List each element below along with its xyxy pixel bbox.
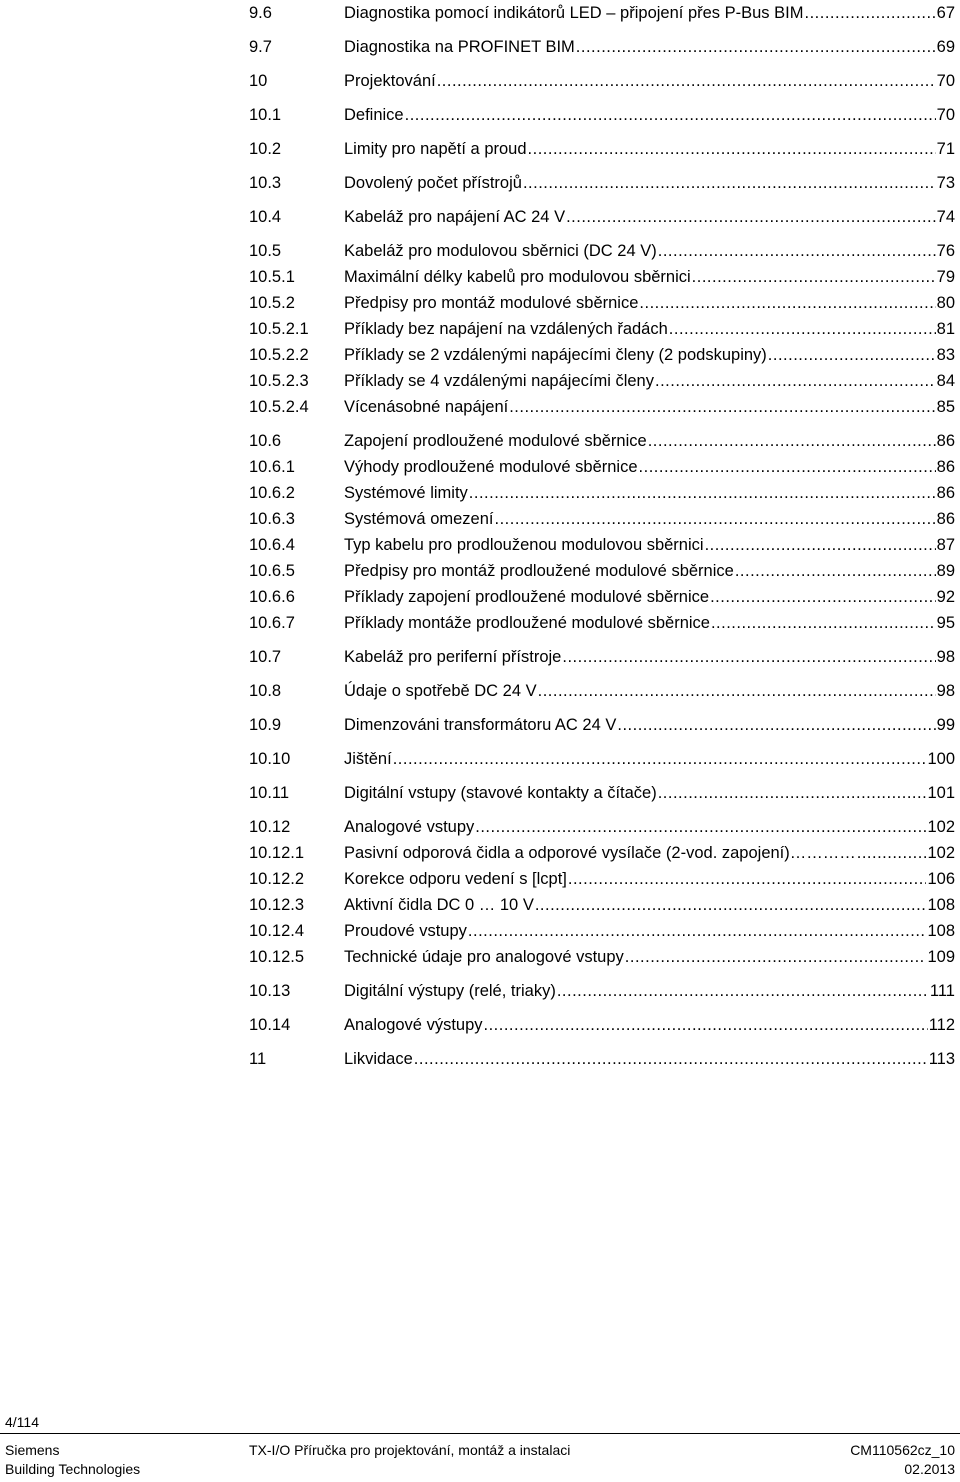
toc-title: Údaje o spotřebě DC 24 V [344,682,537,700]
toc-entry[interactable] [249,610,955,636]
dot-leader [535,892,927,918]
dot-leader [648,428,936,454]
toc-number: 10.7 [249,648,282,666]
toc-page-number: 85 [936,398,955,416]
toc-page-number: 80 [936,294,955,312]
toc-number: 10.2 [249,140,282,158]
dot-leader [735,558,936,584]
toc-page-number: 87 [936,536,955,554]
dot-leader [405,102,936,128]
toc-title: Předpisy pro montáž prodloužené modulové sběrnice [344,562,734,580]
toc-number: 10.6.6 [249,588,295,606]
toc-page-number: 111 [929,982,955,1000]
toc-title: Předpisy pro montáž modulové sběrnice [344,294,639,312]
toc-title: Digitální vstupy (stavové kontakty a čítače) [344,784,657,802]
dot-leader [639,454,936,480]
toc-number: 10.3 [249,174,282,192]
toc-title: Limity pro napětí a proud [344,140,527,158]
toc-number: 10.5.1 [249,268,295,286]
toc-title: Výhody prodloužené modulové sběrnice [344,458,638,476]
toc-entry[interactable] [249,584,955,610]
toc-entry[interactable] [249,290,955,316]
toc-page-number: 76 [936,242,955,260]
toc-entry[interactable] [249,558,955,584]
toc-page-number: 89 [936,562,955,580]
dot-leader [557,978,929,1004]
dot-leader [566,204,936,230]
dot-leader [437,68,936,94]
dot-leader [658,780,927,806]
toc-number: 10.5.2.2 [249,346,309,364]
dot-leader [528,136,936,162]
dot-leader [576,34,936,60]
toc-page-number: 106 [927,870,955,888]
toc-entry[interactable] [249,1012,955,1038]
toc-number: 10.6.5 [249,562,295,580]
toc-entry[interactable] [249,644,955,670]
dot-leader [692,264,936,290]
dot-leader [658,238,936,264]
toc-number: 10.6.2 [249,484,295,502]
toc-entry[interactable] [249,170,955,196]
toc-entry[interactable] [249,840,955,866]
toc-title: Příklady se 4 vzdálenými napájecími členy [344,372,654,390]
toc-title: Maximální délky kabelů pro modulovou sběrnici [344,268,691,286]
footer-date: 02.2013 [904,1461,955,1477]
toc-title: Systémová omezení [344,510,494,528]
toc-entry[interactable] [249,678,955,704]
toc-page-number: 86 [936,458,955,476]
toc-entry[interactable] [249,780,955,806]
toc-page-number: 101 [927,784,955,802]
toc-page-number: 108 [927,896,955,914]
toc-page-number: 95 [936,614,955,632]
toc-title: Příklady se 2 vzdálenými napájecími členy (2 podskupiny) [344,346,767,364]
dot-leader [711,610,936,636]
toc-page-number: 83 [936,346,955,364]
dot-leader [617,712,935,738]
toc-entry[interactable] [249,892,955,918]
toc-number: 10.12.4 [249,922,305,940]
toc-entry[interactable] [249,944,955,970]
toc-page-number: 74 [936,208,955,226]
toc-number: 10.5.2.4 [249,398,309,416]
toc-page-number: 79 [936,268,955,286]
dot-leader [523,170,936,196]
dot-leader [568,866,927,892]
toc-title: Dovolený počet přístrojů [344,174,522,192]
toc-entry[interactable] [249,978,955,1004]
toc-number: 10.5.2.3 [249,372,309,390]
toc-number: 10.1 [249,106,282,124]
dot-leader [469,480,936,506]
toc-title: Pasivní odporová čidla a odporové vysílače (2-vod. zapojení)………… [344,844,856,862]
toc-page-number: 98 [936,648,955,666]
toc-entry[interactable] [249,34,955,60]
toc-title: Definice [344,106,404,124]
toc-number: 10.6.7 [249,614,295,632]
toc-title: Analogové výstupy [344,1016,483,1034]
toc-title: Typ kabelu pro prodlouženou modulovou sběrnici [344,536,704,554]
toc-page-number: 67 [936,4,955,22]
toc-number: 10.14 [249,1016,291,1034]
toc-title: Projektování [344,72,436,90]
toc-entry[interactable] [249,342,955,368]
dot-leader [509,394,935,420]
toc-page-number: 73 [936,174,955,192]
toc-title: Likvidace [344,1050,413,1068]
dot-leader [705,532,936,558]
toc-number: 10.6 [249,432,282,450]
toc-number: 10.8 [249,682,282,700]
footer-document-id: CM110562cz_10 [850,1442,955,1458]
page-footer [0,1441,960,1481]
toc-title: Kabeláž pro periferní přístroje [344,648,562,666]
footer-divider [0,1433,960,1434]
toc-page-number: 92 [936,588,955,606]
toc-title: Diagnostika na PROFINET BIM [344,38,575,56]
toc-title: Dimenzováni transformátoru AC 24 V [344,716,617,734]
toc-entry[interactable] [249,368,955,394]
toc-entry[interactable] [249,712,955,738]
dot-leader [538,678,936,704]
toc-page-number: 102 [927,844,955,862]
toc-entry[interactable] [249,918,955,944]
toc-title: Kabeláž pro modulovou sběrnici (DC 24 V) [344,242,657,260]
toc-number: 10.12.3 [249,896,305,914]
footer-company: Siemens [5,1442,60,1458]
dot-leader [639,290,935,316]
dot-leader [857,840,927,866]
toc-entry[interactable] [249,136,955,162]
toc-number: 10.11 [249,784,290,802]
toc-page-number: 71 [936,140,955,158]
toc-title: Jištění [344,750,392,768]
toc-title: Proudové vstupy [344,922,467,940]
toc-entry[interactable] [249,532,955,558]
toc-number: 10.5.2 [249,294,295,312]
dot-leader [562,644,935,670]
toc-number: 10.5.2.1 [249,320,309,338]
dot-leader [625,944,927,970]
toc-entry[interactable] [249,102,955,128]
toc-page-number: 69 [936,38,955,56]
dot-leader [484,1012,928,1038]
toc-entry[interactable] [249,394,955,420]
footer-company-block [5,1441,140,1479]
toc-entry[interactable] [249,316,955,342]
toc-number: 10.12.2 [249,870,305,888]
footer-division: Building Technologies [5,1461,141,1477]
toc-title: Vícenásobné napájení [344,398,509,416]
dot-leader [710,584,936,610]
toc-number: 10.5 [249,242,282,260]
toc-page-number: 86 [936,484,955,502]
toc-number: 10.10 [249,750,291,768]
toc-page-number: 113 [928,1050,955,1068]
toc-number: 9.7 [249,38,272,56]
footer-document-title: TX-I/O Příručka pro projektování, montáž a instalaci [249,1442,571,1458]
toc-number: 9.6 [249,4,272,22]
toc-title: Aktivní čidla DC 0 … 10 V [344,896,534,914]
dot-leader [804,0,935,26]
toc-page-number: 100 [927,750,955,768]
toc-number: 10.9 [249,716,282,734]
toc-page-number: 86 [936,432,955,450]
toc-title: Digitální výstupy (relé, triaky) [344,982,556,1000]
toc-title: Příklady zapojení prodloužené modulové sběrnice [344,588,710,606]
toc-page-number: 81 [936,320,955,338]
toc-title: Technické údaje pro analogové vstupy [344,948,624,966]
toc-title: Systémové limity [344,484,468,502]
toc-number: 10.12 [249,818,291,836]
toc-entry[interactable] [249,506,955,532]
toc-entry[interactable] [249,480,955,506]
dot-leader [669,316,936,342]
toc-entry[interactable] [249,68,955,94]
toc-number: 10.13 [249,982,291,1000]
toc-page-number: 98 [936,682,955,700]
toc-number: 11 [249,1050,267,1068]
toc-entry[interactable] [249,866,955,892]
toc-number: 10.12.1 [249,844,305,862]
toc-page-number: 102 [927,818,955,836]
toc-title: Příklady montáže prodloužené modulové sběrnice [344,614,710,632]
toc-page-number: 108 [927,922,955,940]
dot-leader [468,918,927,944]
toc-entry[interactable] [249,454,955,480]
toc-entry[interactable] [249,0,955,26]
toc-number: 10.6.1 [249,458,295,476]
toc-page-number: 70 [936,106,955,124]
toc-title: Analogové vstupy [344,818,475,836]
toc-title: Příklady bez napájení na vzdálených řadách [344,320,668,338]
dot-leader [655,368,936,394]
page-number: 4/114 [5,1414,39,1430]
toc-page-number: 109 [927,948,955,966]
toc-entry[interactable] [249,1046,955,1072]
toc-entry[interactable] [249,204,955,230]
footer-id-block [850,1441,955,1479]
toc-number: 10 [249,72,268,90]
toc-page-number: 70 [936,72,955,90]
dot-leader [393,746,927,772]
dot-leader [414,1046,928,1072]
toc-title: Korekce odporu vedení s [lcpt] [344,870,567,888]
dot-leader [494,506,935,532]
toc-title: Zapojení prodloužené modulové sběrnice [344,432,647,450]
toc-page-number: 112 [928,1016,955,1034]
toc-number: 10.6.3 [249,510,295,528]
toc-number: 10.6.4 [249,536,295,554]
toc-entry[interactable] [249,746,955,772]
toc-title: Diagnostika pomocí indikátorů LED – připojení přes P-Bus BIM [344,4,804,22]
toc-page-number: 86 [936,510,955,528]
dot-leader [475,814,926,840]
toc-entry[interactable] [249,814,955,840]
toc-page-number: 84 [936,372,955,390]
toc-title: Kabeláž pro napájení AC 24 V [344,208,566,226]
dot-leader [768,342,936,368]
table-of-contents [249,0,955,1072]
toc-entry[interactable] [249,264,955,290]
toc-number: 10.12.5 [249,948,305,966]
toc-entry[interactable] [249,428,955,454]
toc-entry[interactable] [249,238,955,264]
toc-number: 10.4 [249,208,282,226]
toc-page-number: 99 [936,716,955,734]
